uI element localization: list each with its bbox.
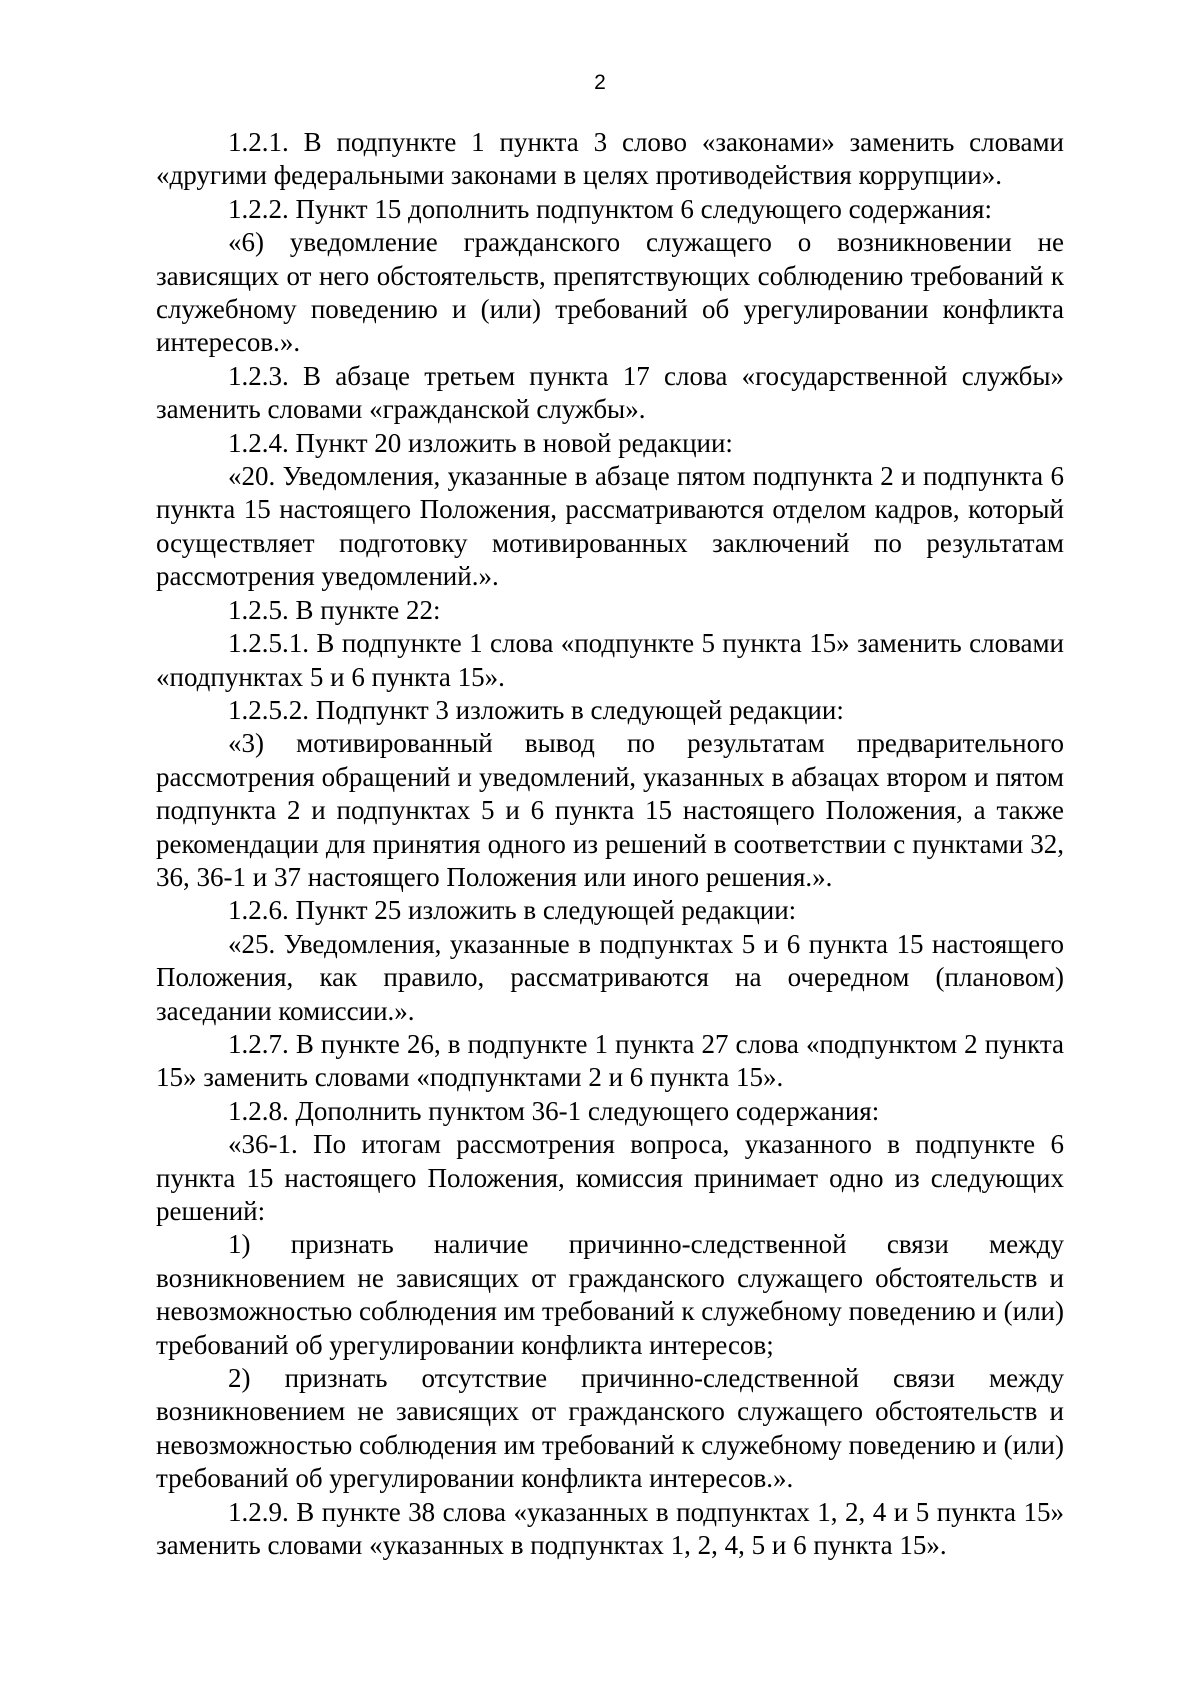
paragraph-quote-36-1: «36-1. По итогам рассмотрения вопроса, указанного в подпункте 6 пункта 15 настоящего Положения, комиссия принимает одно из следующих решений: (156, 1129, 1064, 1226)
paragraph-1-2-5-2: 1.2.5.2. Подпункт 3 изложить в следующей редакции: (228, 694, 844, 725)
paragraph-1-2-2: 1.2.2. Пункт 15 дополнить подпунктом 6 следующего содержания: (228, 193, 992, 224)
paragraph-1-2-9: 1.2.9. В пункте 38 слова «указанных в подпунктах 1, 2, 4 и 5 пункта 15» заменить словами «указанных в подпунктах 1, 2, 4, 5 и 6 пункта 15». (156, 1496, 1064, 1561)
paragraph-decision-1: 1) признать наличие причинно-следственной связи между возникновением не зависящих от гражданского служащего обстоятельств и невозможностью соблюдения им требований к служебному поведению и (или) требований об урегулировании конфликта интересов; (156, 1229, 1064, 1360)
paragraph-decision-2: 2) признать отсутствие причинно-следственной связи между возникновением не зависящих от гражданского служащего обстоятельств и невозможностью соблюдения им требований к служебному поведению и (или) требований об урегулировании конфликта интересов.». (156, 1363, 1064, 1494)
paragraph-quote-3: «3) мотивированный вывод по результатам предварительного рассмотрения обращений и уведомлений, указанных в абзацах втором и пятом подпункта 2 и подпунктах 5 и 6 пункта 15 настоящего Положения, а также рекомендации для принятия одного из решений в соответствии с пунктами 32, 36, 36-1 и 37 настоящего Положения или иного решения.». (156, 728, 1064, 892)
paragraph-quote-25: «25. Уведомления, указанные в подпунктах 5 и 6 пункта 15 настоящего Положения, как правило, рассматриваются на очередном (плановом) заседании комиссии.». (156, 928, 1064, 1026)
paragraph-1-2-7: 1.2.7. В пункте 26, в подпункте 1 пункта 27 слова «подпунктом 2 пункта 15» заменить словами «подпунктами 2 и 6 пункта 15». (156, 1028, 1064, 1093)
page-number: 2 (594, 71, 606, 94)
paragraph-1-2-1: 1.2.1. В подпункте 1 пункта 3 слово «законами» заменить словами «другими федеральными законами в целях противодействия коррупции». (156, 127, 1064, 191)
paragraph-1-2-3: 1.2.3. В абзаце третьем пункта 17 слова «государственной службы» заменить словами «гражданской службы». (156, 360, 1064, 425)
paragraph-1-2-5-1: 1.2.5.1. В подпункте 1 слова «подпункте 5 пункта 15» заменить словами «подпунктах 5 и 6 пункта 15». (156, 628, 1064, 692)
paragraph-1-2-8: 1.2.8. Дополнить пунктом 36-1 следующего содержания: (228, 1095, 880, 1126)
paragraph-1-2-5: 1.2.5. В пункте 22: (228, 594, 441, 625)
paragraph-quote-6: «6) уведомление гражданского служащего о возникновении не зависящих от него обстоятельств, препятствующих соблюдению требований к служебному поведению и (или) требований об урегулировании конфликта интересов.». (156, 227, 1064, 358)
paragraph-1-2-4: 1.2.4. Пункт 20 изложить в новой редакции: (228, 427, 733, 458)
paragraph-1-2-6: 1.2.6. Пункт 25 изложить в следующей редакции: (228, 895, 797, 926)
paragraph-quote-20: «20. Уведомления, указанные в абзаце пятом подпункта 2 и подпункта 6 пункта 15 настоящего Положения, рассматриваются отделом кадров, который осуществляет подготовку мотивированных заключений по результатам рассмотрения уведомлений.». (156, 461, 1064, 592)
document-body (156, 126, 1064, 1562)
